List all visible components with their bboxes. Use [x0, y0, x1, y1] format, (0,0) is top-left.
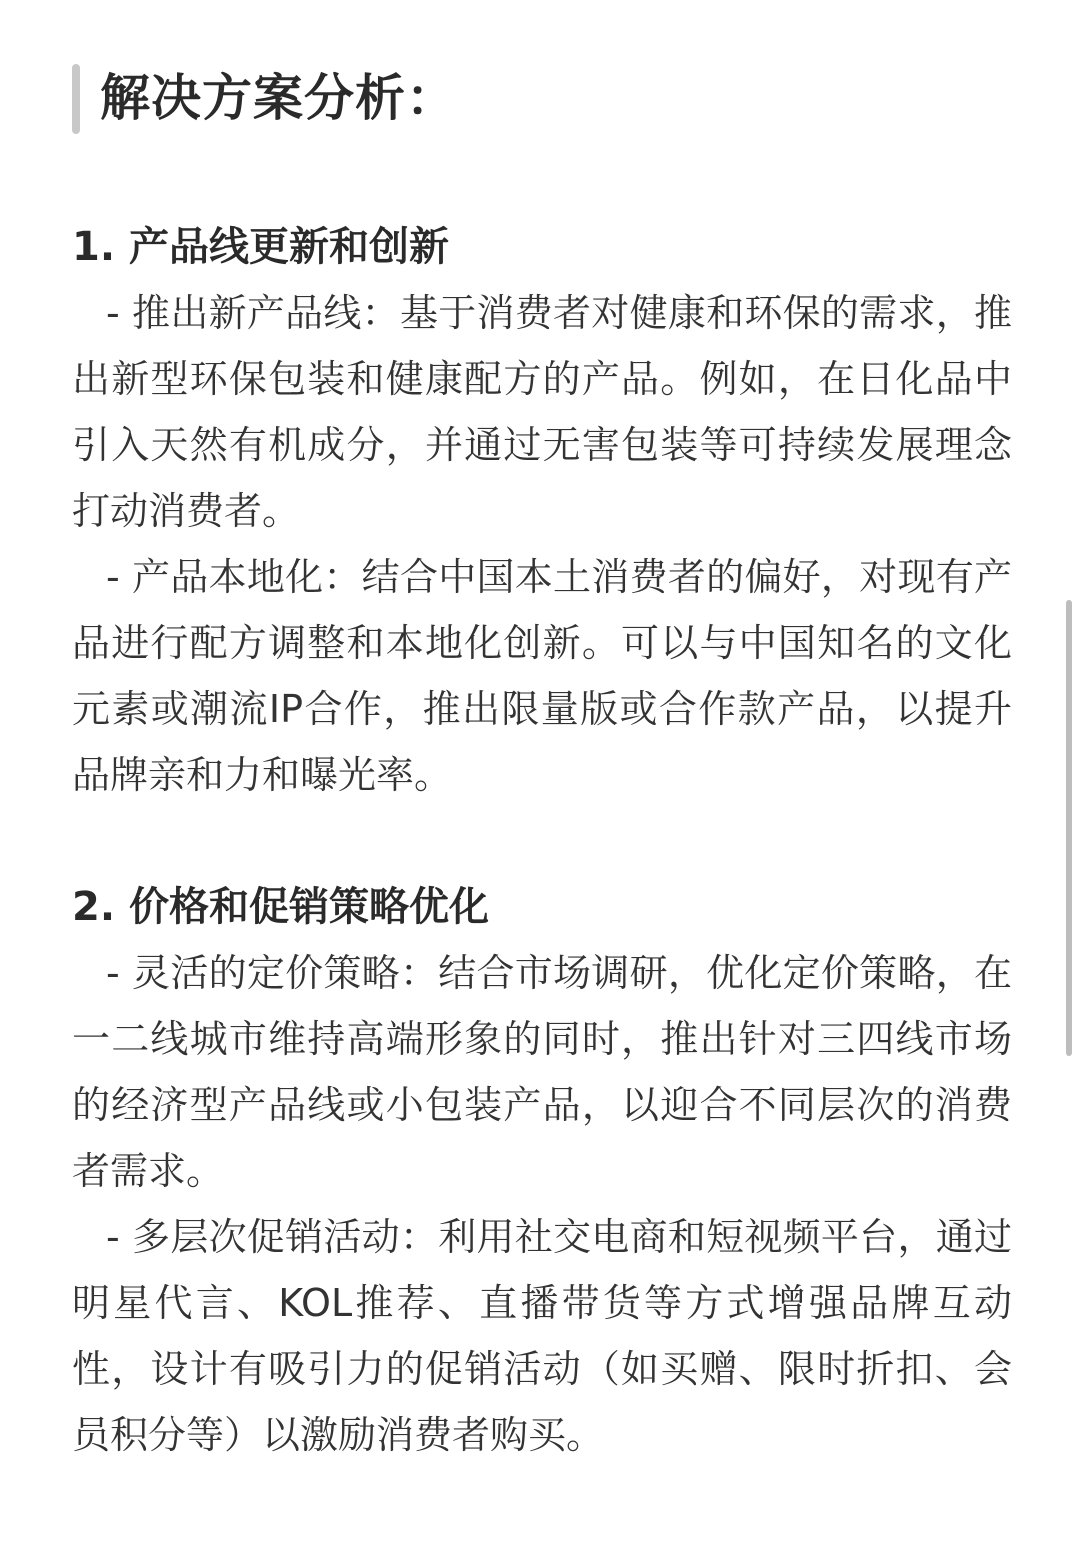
bullet-paragraph: - 多层次促销活动：利用社交电商和短视频平台，通过明星代言、KOL推荐、直播带货等方式增强品牌互动性，设计有吸引力的促销活动（如买赠、限时折扣、会员积分等）以激励消费者购买。	[72, 1215, 1012, 1457]
bullet-paragraph: - 推出新产品线：基于消费者对健康和环保的需求，推出新型环保包装和健康配方的产品。例如，在日化品中引入天然有机成分，并通过无害包装等可持续发展理念打动消费者。	[72, 291, 1012, 533]
section-title: 1. 产品线更新和创新	[72, 224, 449, 270]
section-title: 2. 价格和促销策略优化	[72, 884, 489, 930]
section-2	[72, 874, 1012, 1468]
page-title: 解决方案分析：	[100, 69, 457, 127]
bullet-paragraph: - 灵活的定价策略：结合市场调研，优化定价策略，在一二线城市维持高端形象的同时，推出针对三四线市场的经济型产品线或小包装产品，以迎合不同层次的消费者需求。	[72, 951, 1012, 1193]
vertical-scrollbar[interactable]	[1066, 600, 1072, 1056]
document-content	[72, 62, 1012, 1534]
page-heading	[72, 62, 1012, 134]
heading-accent-bar	[72, 64, 80, 134]
section-1	[72, 214, 1012, 808]
bullet-paragraph: - 产品本地化：结合中国本土消费者的偏好，对现有产品进行配方调整和本地化创新。可以与中国知名的文化元素或潮流IP合作，推出限量版或合作款产品，以提升品牌亲和力和曝光率。	[72, 555, 1012, 797]
